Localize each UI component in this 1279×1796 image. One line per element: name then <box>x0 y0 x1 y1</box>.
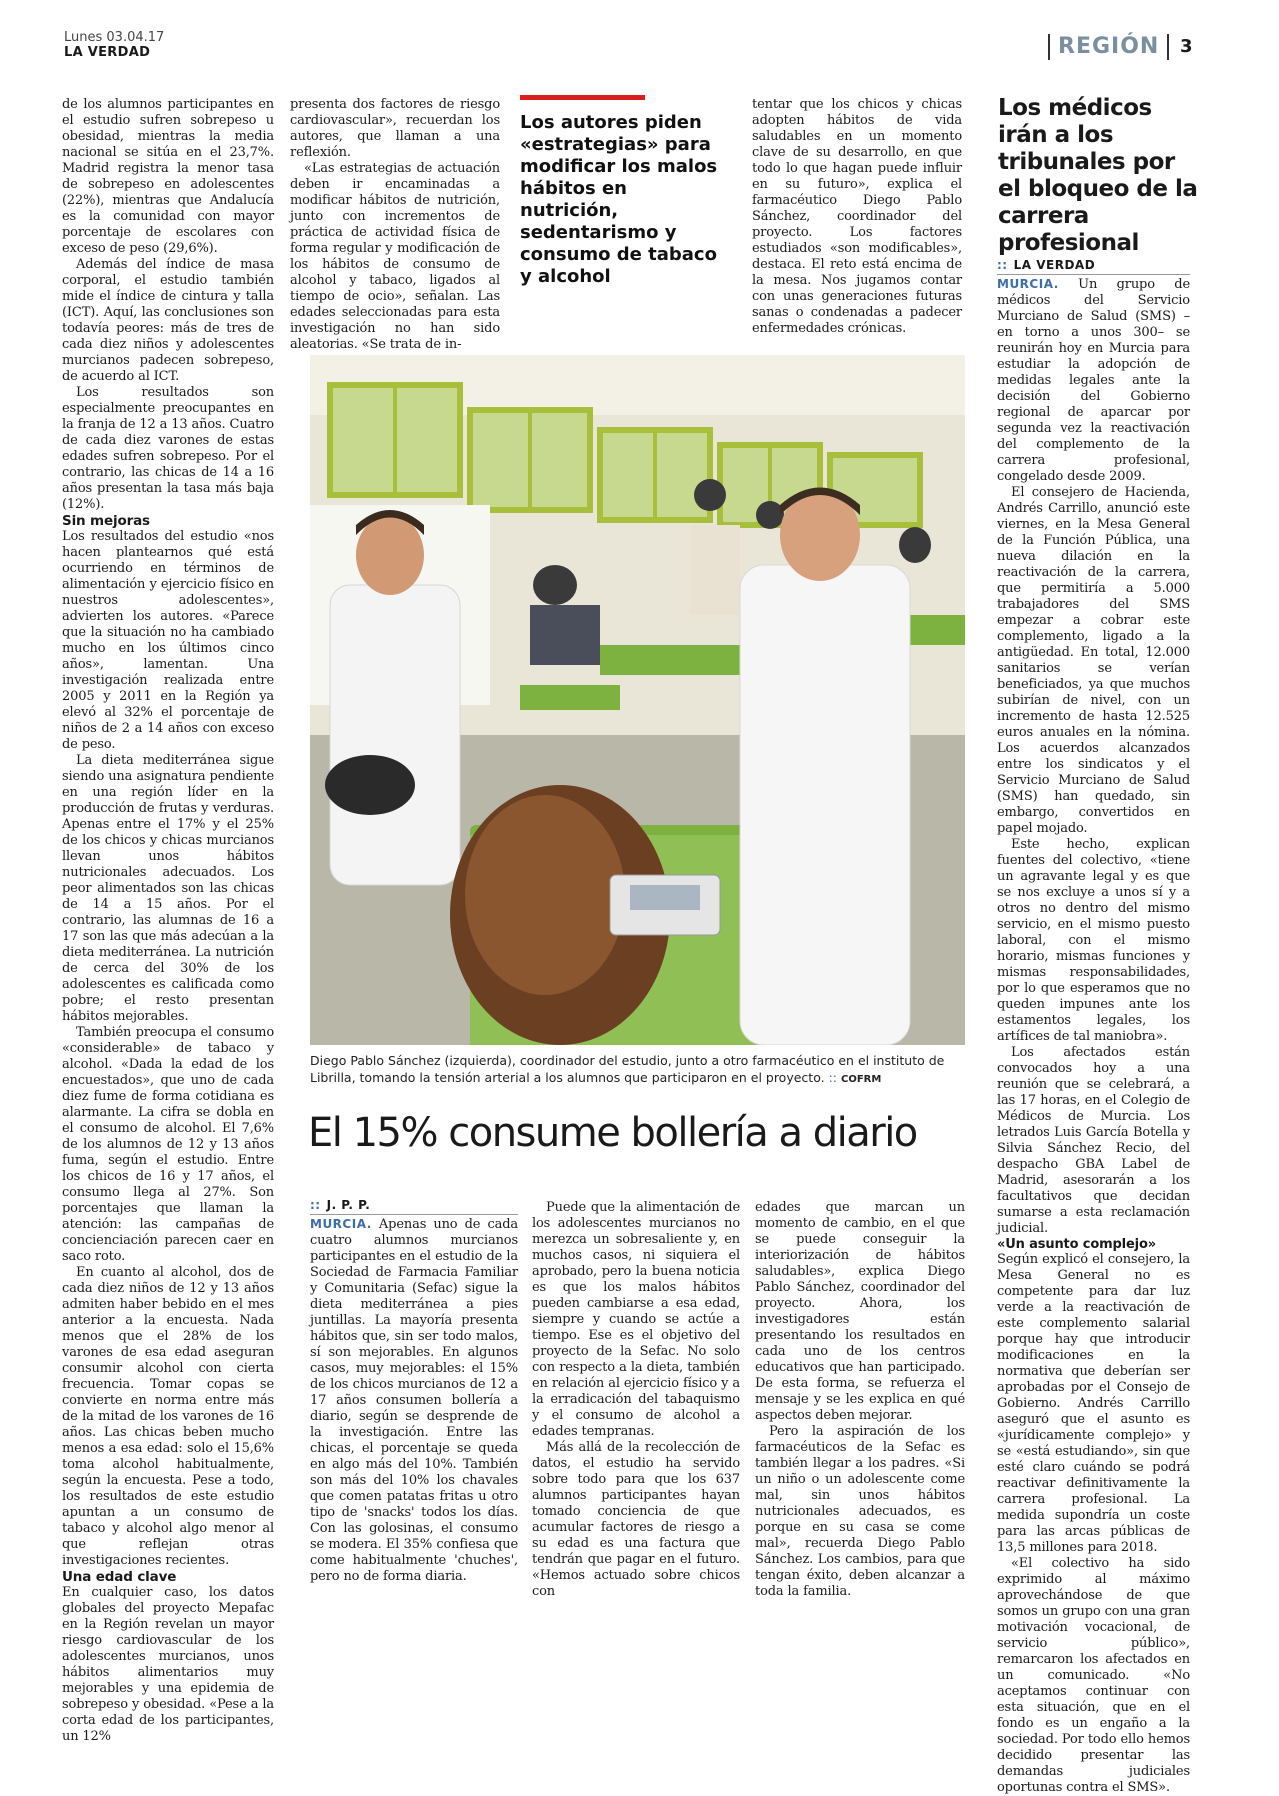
subheading: «Un asunto complejo» <box>997 1237 1156 1252</box>
paragraph-text: Un grupo de médicos del Servicio Murciano de Salud (SMS) –en torno a unos 300– se reunirán hoy en Murcia para estudiar la adopción de medidas legales ante la decisión del Gobierno regional de aparcar por segunda vez la reactivación del complemento de la carrera profesional, congelado desde 2009. <box>997 277 1191 484</box>
byline-author: J. P. P. <box>326 1198 371 1212</box>
photo-illustration <box>310 355 965 1045</box>
side-column <box>997 258 1190 1796</box>
paragraph: «Las estrategias de actuación deben ir encaminadas a modificar hábitos de nutrición, junto con incrementos de práctica de actividad física de forma regular y modificación de los hábitos de consumo de alcohol y tabaco, ligados al tiempo de ocio», señalan. Las edades seleccionadas para esta investigación no han sido aleatorias. «Se trata de in- <box>290 161 500 352</box>
paragraph: En cuanto al alcohol, dos de cada diez niños de 12 y 13 años admiten haber bebido en el mes anterior a la encuesta. Nada menos que el 28% de los varones de esa edad aseguran consumir alcohol con cierta frecuencia. Tomar copas se convierte en norma entre más de la mitad de los varones de 16 años. Las chicas beben mucho menos a esa edad: solo el 15,6% toma alcohol habitualmente, según la encuesta. Pese a todo, los resultados de este estudio apuntan a un consumo de tabaco y alcohol algo menor al que reflejan otras investigaciones recientes. <box>62 1265 274 1568</box>
main-column-2 <box>532 1200 740 1600</box>
classroom-photo <box>310 355 965 1045</box>
byline-dots: :: <box>310 1198 321 1212</box>
paragraph: También preocupa el consumo «considerable» de tabaco y alcohol. «Dada la edad de los encuestados», que uno de cada diez fume de forma cotidiana es alarmante. La cifra se dobla en el consumo de alcohol. El 7,6% de los alumnos de 12 y 13 años fuma, según el estudio. Entre los chicos de 16 y 17 años, el consumo llega al 27%. Son porcentajes que llaman la atención: las campañas de concienciación parecen caer en saco roto. <box>62 1025 274 1264</box>
paragraph: En cualquier caso, los datos globales del proyecto Mepafac en la Región revelan un mayor riesgo cardiovascular de los adolescentes murcianos, unos hábitos alimentarios muy mejorables y una epidemia de sobrepeso y obesidad. «Pese a la corta edad de los participantes, un 12% <box>62 1585 274 1744</box>
paragraph <box>997 277 1190 485</box>
paragraph <box>310 1217 518 1585</box>
dateline: MURCIA. <box>997 277 1059 291</box>
paragraph: Puede que la alimentación de los adolescentes murcianos no merezca un sobresaliente y, en muchos casos, ni siquiera el aprobado, pero la buena noticia es que los malos hábitos pueden cambiarse a esa edad, siempre y cuando se actúe a tiempo. Ese es el objetivo del proyecto de la Sefac. No solo con respecto a la dieta, también en relación al ejercicio físico y a la erradicación del tabaquismo y el consumo de alcohol a edades tempranas. <box>532 1200 740 1439</box>
column-2 <box>290 97 500 353</box>
byline-author: LA VERDAD <box>1013 258 1096 272</box>
section-label: REGIÓN <box>1048 34 1169 60</box>
newspaper-name: LA VERDAD <box>64 45 151 60</box>
paragraph-text: Apenas uno de cada cuatro alumnos murcianos participantes en el estudio de la Sociedad de Farmacia Familiar y Comunitaria (Sefac) sigue la dieta mediterránea a pies juntillas. La mayoría presenta hábitos que, sin ser todo malos, sí son mejorables. En algunos casos, muy mejorables: el 15% de los chicos murcianos de 12 a 17 años consumen bollería a diario, según se desprende de la investigación. Entre las chicas, el porcentaje se queda en algo más del 10%. También son más del 10% los chavales que comen patatas fritas u otro tipo de 'snacks' todos los días. Con las golosinas, el consumo se modera. El 35% confiesa que come habitualmente 'chuches', pero no de forma diaria. <box>310 1217 518 1584</box>
paragraph: «El colectivo ha sido exprimido al máximo aprovechándose de que somos un grupo con una gran motivación vocacional, de servicio público», remarcaron los afectados en un comunicado. «No aceptamos continuar con esta situación, que en el fondo es un engaño a la sociedad. Por todo ello hemos decidido presentar las demandas judiciales oportunas contra el SMS». <box>997 1556 1190 1795</box>
byline <box>997 258 1190 275</box>
paragraph: Pero la aspiración de los farmacéuticos de la Sefac es también llegar a los padres. «Si un niño o un adolescente come mal, sin unos hábitos nutricionales adecuados, es porque en su casa se come mal», recuerda Diego Pablo Sánchez. Los cambios, para que tengan éxito, deben alcanzar a toda la familia. <box>755 1424 965 1599</box>
byline <box>310 1198 518 1215</box>
dateline: MURCIA. <box>310 1217 372 1231</box>
main-column-3 <box>755 1200 965 1600</box>
subheading: Sin mejoras <box>62 513 150 529</box>
paragraph: El consejero de Hacienda, Andrés Carrillo, anunció este viernes, en la Mesa General de la Función Pública, una nueva dilación en la reactivación de la carrera, que permitiría a 5.000 trabajadores del SMS empezar a cobrar este complemento, ligado a la antigüedad. En total, 12.000 sanitarios se verían beneficiados, ya que muchos subirían de nivel, con un incremento de hasta 12.525 euros anuales en la nómina. Los acuerdos alcanzados entre los sindicatos y el Servicio Murciano de Salud (SMS) han quedado, sin embargo, convertidos en papel mojado. <box>997 485 1190 836</box>
paragraph: edades que marcan un momento de cambio, en el que se puede conseguir la interiorización de hábitos saludables», explica Diego Pablo Sánchez, coordinador del proyecto. Ahora, los investigadores están presentando los resultados en cada uno de los centros educativos que han participado. De esta forma, se refuerza el mensaje y se les explica en qué aspectos deben mejorar. <box>755 1200 965 1423</box>
paragraph: Este hecho, explican fuentes del colectivo, «tiene un agravante legal y es que se nos excluye a unos sí y a otros no dentro del mismo servicio, en el mismo puesto laboral, con el mismo horario, mismas funciones y mismas responsabilidades, por lo que esperamos que no queden impunes ante los estamentos legales, los artífices de tal maniobra». <box>997 837 1190 1044</box>
byline-dots: :: <box>997 258 1008 272</box>
column-1 <box>62 97 274 1745</box>
caption-text: Diego Pablo Sánchez (izquierda), coordinador del estudio, junto a otro farmacéutico en el instituto de Librilla, tomando la tensión arterial a los alumnos que participaron en el proyecto. <box>310 1053 945 1085</box>
paragraph: La dieta mediterránea sigue siendo una asignatura pendiente en una región líder en la producción de frutas y verduras. Apenas entre el 17% y el 25% de los chicos y chicas murcianos llevan unos hábitos nutricionales adecuados. Los peor alimentados son las chicas de 14 a 15 años. Por el contrario, las alumnas de 16 a 17 son las que más adecúan a la dieta mediterránea. La nutrición de cerca del 30% de los adolescentes es calificada como pobre; el resto presentan hábitos mejorables. <box>62 753 274 1024</box>
article-deck: Los autores piden «estrategias» para modificar los malos hábitos en nutrición, sedentarismo y consumo de tabaco y alcohol <box>520 112 718 287</box>
paragraph: de los alumnos participantes en el estudio sufren sobrepeso u obesidad, mientras la media nacional se sitúa en el 23,7%. Madrid registra la menor tasa de sobrepeso en adolescentes (22%), mientras que Andalucía es la comunidad con mayor porcentaje de escolares con exceso de peso (29,6%). <box>62 97 274 256</box>
accent-bar <box>520 95 645 100</box>
photo-caption <box>310 1052 970 1088</box>
main-column-1 <box>310 1198 518 1585</box>
paragraph: presenta dos factores de riesgo cardiovascular», recuerdan los autores, que llaman a una reflexión. <box>290 97 500 160</box>
main-headline: El 15% consume bollería a diario <box>308 1110 917 1156</box>
paragraph: Los afectados están convocados hoy a una reunión que se celebrará, a las 17 horas, en el Colegio de Médicos de Murcia. Los letrados Luis García Botella y Silvia Sánchez Recio, del despacho GBA Label de Madrid, asesorarán a los facultativos que decidan sumarse a esta reclamación judicial. <box>997 1045 1190 1236</box>
paragraph: tentar que los chicos y chicas adopten hábitos de vida saludables en un momento clave de su desarrollo, en que todo lo que hagan puede influir en su futuro», explica el farmacéutico Diego Pablo Sánchez, coordinador del proyecto. Los factores estudiados «son modificables», destaca. El reto está encima de la mesa. Nos jugamos contar con unas generaciones futuras sanas o condenadas a padecer enfermedades crónicas. <box>752 97 962 336</box>
page-number: 3 <box>1180 36 1193 57</box>
paragraph: Más allá de la recolección de datos, el estudio ha servido sobre todo para que los 637 alumnos participantes hayan tomado conciencia de que acumular factores de riesgo a su edad es una factura que tendrán que pagar en el futuro. «Hemos actuado sobre chicos con <box>532 1440 740 1599</box>
paragraph: Los resultados del estudio «nos hacen plantearnos qué está ocurriendo en términos de alimentación y ejercicio físico en nuestros adolescentes», advierten los autores. «Parece que la situación no ha cambiado mucho en los últimos cinco años», lamentan. Una investigación realizada entre 2005 y 2011 en la Región ya elevó al 32% el porcentaje de niños de 2 a 14 años con exceso de peso. <box>62 529 274 752</box>
side-headline: Los médicos irán a los tribunales por el bloqueo de la carrera profesional <box>998 95 1198 256</box>
paragraph: Además del índice de masa corporal, el estudio también mide el índice de cintura y talla (ICT). Aquí, las conclusiones son todavía peores: más de tres de cada diez niños y adolescentes murcianos padecen sobrepeso, de acuerdo al ICT. <box>62 257 274 384</box>
paragraph: Los resultados son especialmente preocupantes en la franja de 12 a 13 años. Cuatro de cada diez varones de estas edades sufren sobrepeso. Por el contrario, las chicas de 14 a 16 años presentan la tasa más baja (12%). <box>62 385 274 512</box>
photo-credit: COFRM <box>841 1074 882 1085</box>
paragraph: Según explicó el consejero, la Mesa General no es competente para dar luz verde a la reactivación de este complemento salarial porque hay que introducir modificaciones en la normativa que deberían ser aprobadas por el Consejo de Gobierno. Andrés Carrillo aseguró que el asunto es «jurídicamente complejo» y se «está estudiando», sin que esté claro cuándo se podrá reactivar definitivamente la carrera profesional. La medida supondría un coste para las arcas públicas de 13,5 millones para 2018. <box>997 1252 1190 1555</box>
column-4 <box>752 97 962 337</box>
caption-separator: :: <box>828 1070 838 1085</box>
issue-date: Lunes 03.04.17 <box>64 30 165 45</box>
subheading: Una edad clave <box>62 1569 177 1585</box>
